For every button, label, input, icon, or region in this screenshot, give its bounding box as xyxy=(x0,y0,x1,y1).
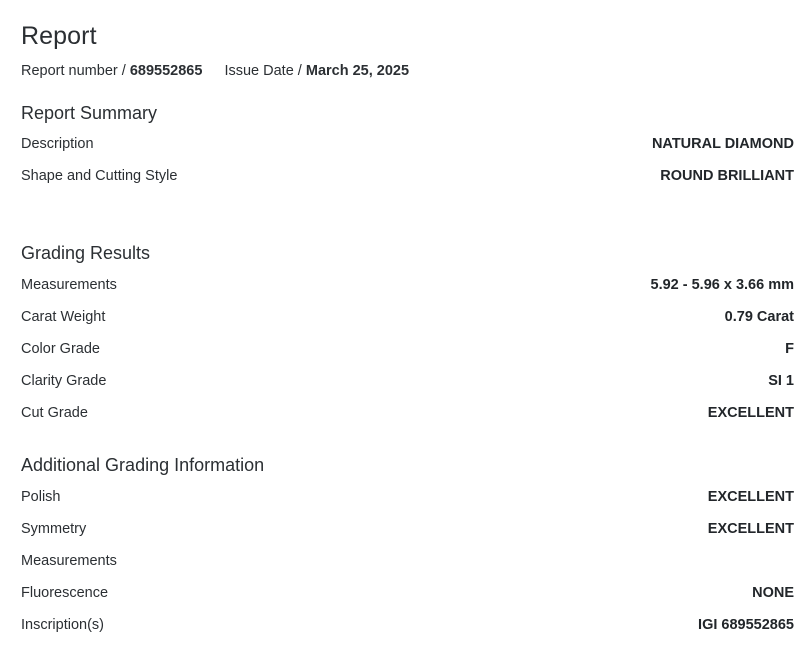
row-value: ROUND BRILLIANT xyxy=(660,168,794,184)
row-label: Measurements xyxy=(21,277,117,293)
table-row xyxy=(21,520,794,552)
section-heading-report-summary: Report Summary xyxy=(21,103,158,123)
report-number-label: Report number / xyxy=(21,63,126,79)
table-row xyxy=(21,308,794,340)
table-row xyxy=(21,167,794,199)
row-value: EXCELLENT xyxy=(707,405,794,421)
row-label: Shape and Cutting Style xyxy=(21,168,178,184)
section-heading-additional-grading-information: Additional Grading Information xyxy=(21,455,265,475)
row-label: Clarity Grade xyxy=(21,373,107,389)
row-value: NONE xyxy=(752,585,794,601)
table-row xyxy=(21,552,794,584)
section-rows-report-summary xyxy=(21,135,794,199)
row-label: Cut Grade xyxy=(21,405,88,421)
issue-date-value: March 25, 2025 xyxy=(305,63,410,79)
row-value: IGI 689552865 xyxy=(698,617,794,633)
report-meta xyxy=(21,62,794,80)
row-label: Measurements xyxy=(21,553,117,569)
table-row xyxy=(21,372,794,404)
table-row xyxy=(21,488,794,520)
row-value: EXCELLENT xyxy=(707,521,794,537)
section-heading-grading-results: Grading Results xyxy=(21,243,151,263)
row-label: Fluorescence xyxy=(21,585,109,601)
row-label: Color Grade xyxy=(21,341,100,357)
row-value: SI 1 xyxy=(768,373,794,389)
row-value: 0.79 Carat xyxy=(724,309,794,325)
row-label: Symmetry xyxy=(21,521,87,537)
report-number-value: 689552865 xyxy=(129,63,203,79)
row-label: Description xyxy=(21,136,94,152)
row-value: 5.92 - 5.96 x 3.66 mm xyxy=(650,277,794,293)
table-row xyxy=(21,340,794,372)
section-rows-grading-results xyxy=(21,276,794,436)
table-row xyxy=(21,135,794,167)
row-label: Carat Weight xyxy=(21,309,106,325)
page-title: Report xyxy=(21,22,97,50)
row-value: F xyxy=(785,341,794,357)
section-rows-additional-grading-information xyxy=(21,488,794,648)
table-row xyxy=(21,584,794,616)
row-value: EXCELLENT xyxy=(707,489,794,505)
row-label: Inscription(s) xyxy=(21,617,104,633)
table-row xyxy=(21,404,794,436)
table-row xyxy=(21,276,794,308)
table-row xyxy=(21,616,794,648)
row-label: Polish xyxy=(21,489,61,505)
row-value: NATURAL DIAMOND xyxy=(651,136,794,152)
issue-date-label: Issue Date / xyxy=(224,63,302,79)
